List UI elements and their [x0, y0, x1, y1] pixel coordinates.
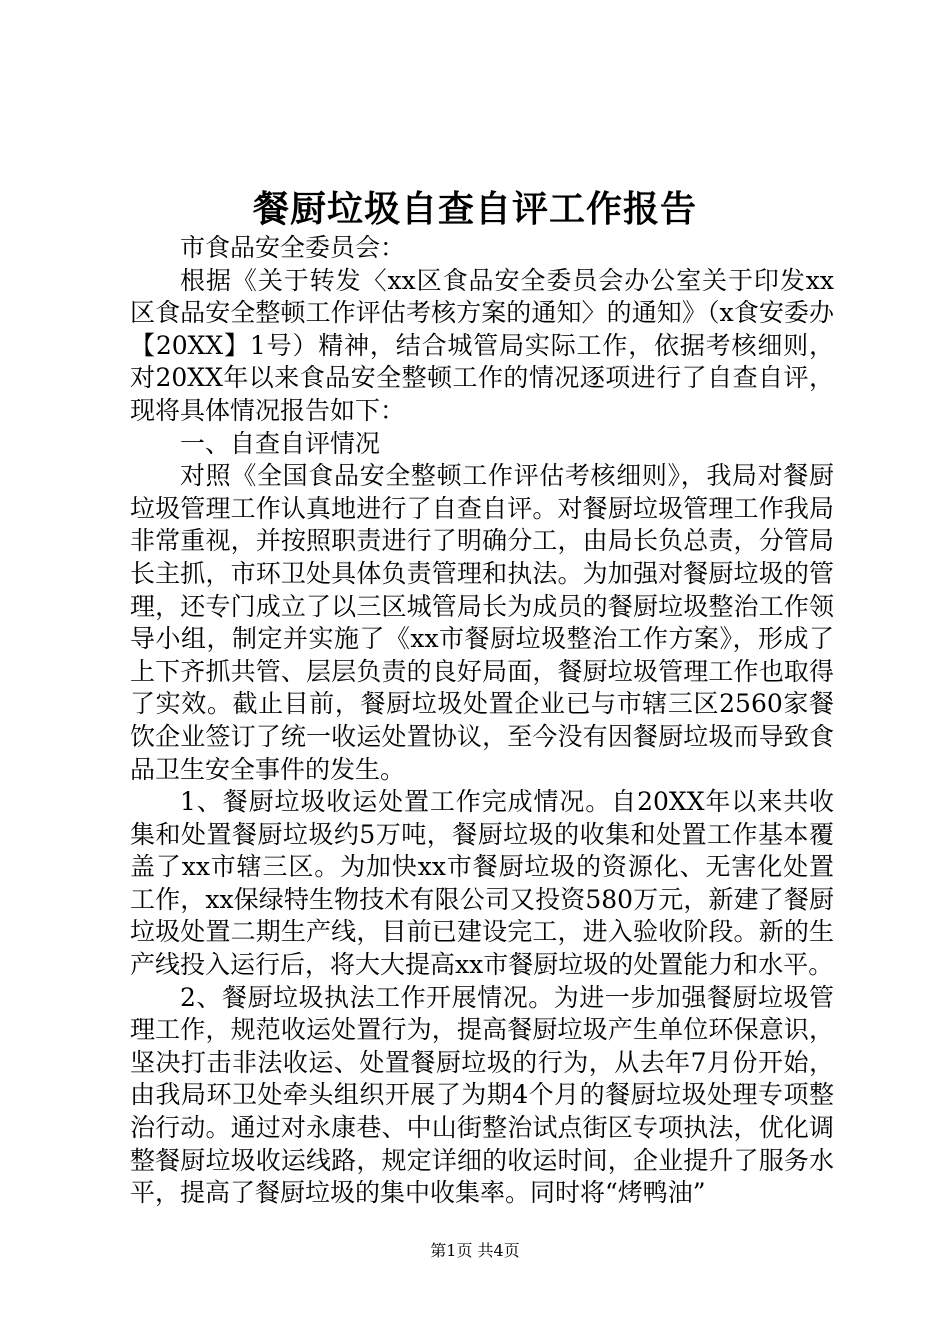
body-paragraph: 对照《全国食品安全整顿工作评估考核细则》，我局对餐厨垃圾管理工作认真地进行了自查自评。对餐厨垃圾管理工作我局非常重视，并按照职责进行了明确分工，由局长负总责，分管局长主抓，市环卫处具体负责管理和执法。为加强对餐厨垃圾的管理，还专门成立了以三区城管局长为成员的餐厨垃圾整治工作领导小组，制定并实施了《xx市餐厨垃圾整治工作方案》，形成了上下齐抓共管、层层负责的良好局面，餐厨垃圾管理工作也取得了实效。截止目前，餐厨垃圾处置企业已与市辖三区2560家餐饮企业签订了统一收运处置协议，至今没有因餐厨垃圾而导致食品卫生安全事件的发生。: [130, 461, 834, 784]
intro-paragraph: 根据《关于转发〈xx区食品安全委员会办公室关于印发xx区食品安全整顿工作评估考核方案的通知〉的通知》（x食安委办【20XX】1号）精神，结合城管局实际工作，依据考核细则，对20XX年以来食品安全整顿工作的情况逐项进行了自查自评，现将具体情况报告如下：: [130, 265, 834, 425]
body-paragraph: 1、餐厨垃圾收运处置工作完成情况。自20XX年以来共收集和处置餐厨垃圾约5万吨，餐厨垃圾的收集和处置工作基本覆盖了xx市辖三区。为加快xx市餐厨垃圾的资源化、无害化处置工作，xx保绿特生物技术有限公司又投资580万元，新建了餐厨垃圾处置二期生产线，目前已建设完工，进入验收阶段。新的生产线投入运行后，将大大提高xx市餐厨垃圾的处置能力和水平。: [130, 787, 834, 980]
salutation-paragraph: 市食品安全委员会：: [180, 233, 406, 262]
document-title: 餐厨垃圾自查自评工作报告: [252, 188, 697, 230]
document-body: [130, 232, 834, 1210]
section-heading: 一、自查自评情况: [180, 428, 381, 458]
page-footer: 第1页 共4页: [430, 1241, 520, 1260]
body-paragraph: 2、餐厨垃圾执法工作开展情况。为进一步加强餐厨垃圾管理工作，规范收运处置行为，提高餐厨垃圾产生单位环保意识，坚决打击非法收运、处置餐厨垃圾的行为，从去年7月份开始，由我局环卫处牵头组织开展了为期4个月的餐厨垃圾处理专项整治行动。通过对永康巷、中山街整治试点街区专项执法，优化调整餐厨垃圾收运线路，规定详细的收运时间，企业提升了服务水平，提高了餐厨垃圾的集中收集率。同时将“烤鸭油”: [130, 982, 834, 1208]
